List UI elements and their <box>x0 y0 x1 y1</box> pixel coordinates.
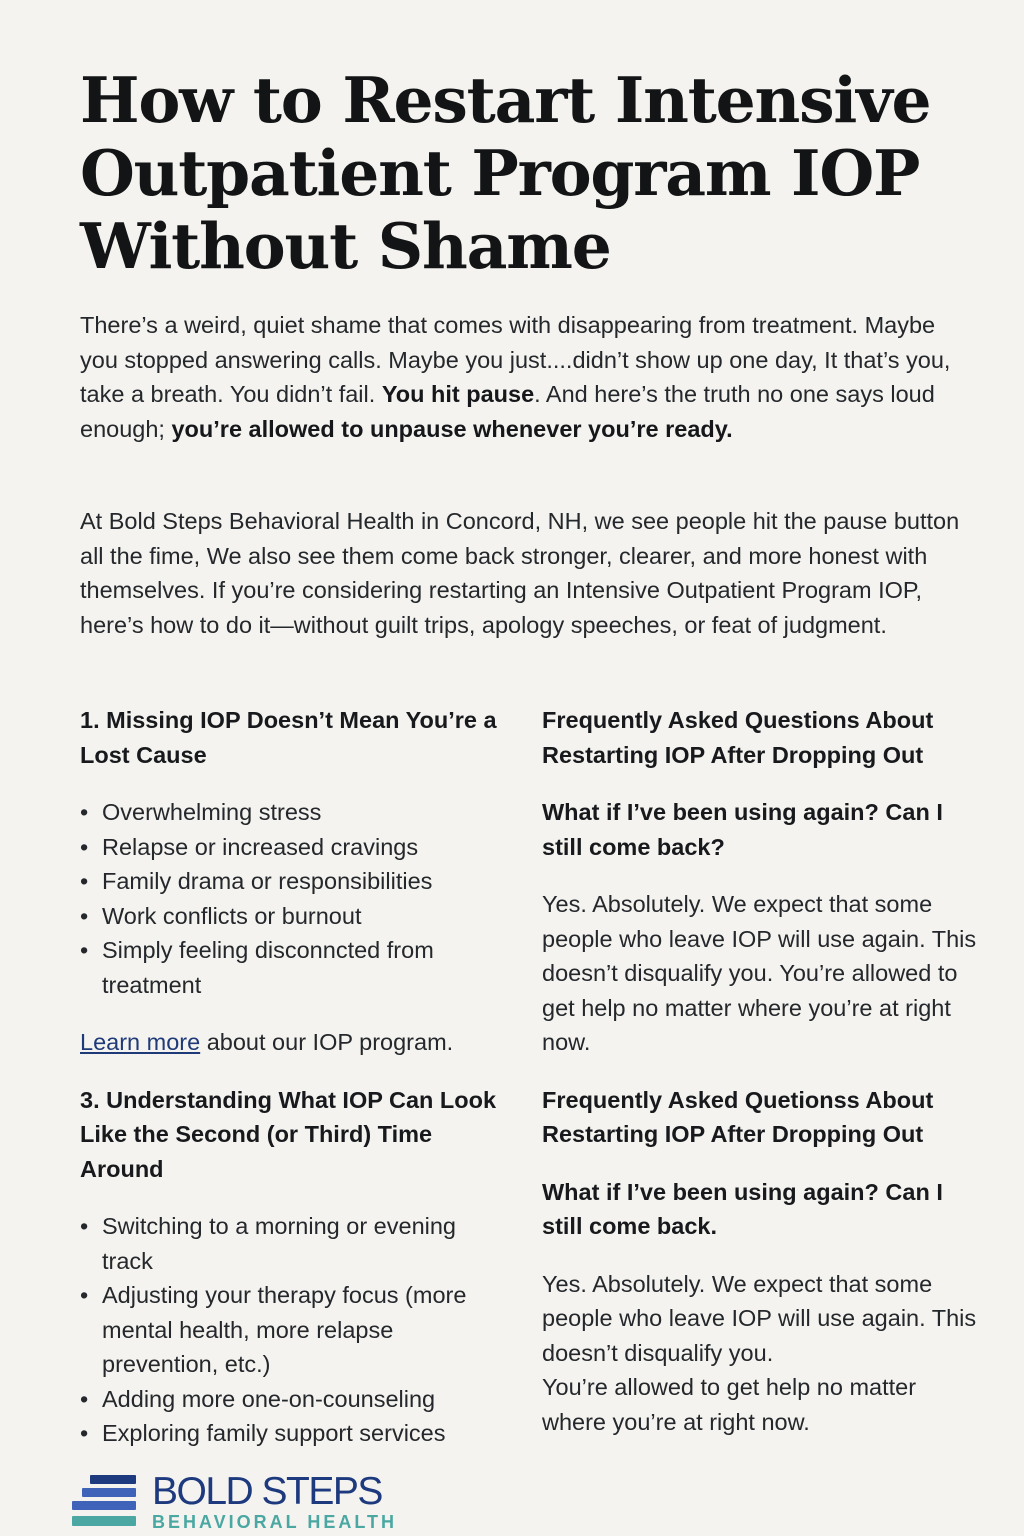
intro-bold-pause: You hit pause <box>381 381 535 407</box>
section-3-list <box>80 1209 510 1451</box>
logo-bar-top <box>90 1475 136 1484</box>
left-column <box>80 703 510 1451</box>
learn-more-text: about our IOP program. <box>200 1029 454 1055</box>
faq-2-answer-line-1: Yes. Absolutely. We expect that some people who leave IOP will use again. This doesn’t disqualify you. <box>542 1270 977 1366</box>
learn-more-line <box>80 1025 510 1060</box>
intro-paragraph-2: At Bold Steps Behavioral Health in Concord, NH, we see people hit the pause button all the fime, We also see them come back stronger, clearer, and more honest with themselves. If you’re considering restarting an Intensive Outpatient Program IOP, here’s how to do it—without guilt trips, apology speeches, or feat of judgment. <box>80 508 960 638</box>
right-column <box>542 703 982 1439</box>
logo-bar-base <box>72 1516 136 1526</box>
intro-paragraph-1 <box>80 308 960 446</box>
bold-steps-logo <box>72 1470 432 1532</box>
list-item: • Work conflicts or burnout <box>80 899 510 934</box>
faq-1-question: What if I’ve been using again? Can I still come back? <box>542 799 943 860</box>
faq-1-heading: Frequently Asked Questions About Restarting IOP After Dropping Out <box>542 707 934 768</box>
intro-text-2: . And here’s the truth no one says loud enough; <box>80 381 935 442</box>
learn-more-link[interactable]: Learn more <box>80 1029 201 1055</box>
intro-text-1: There’s a weird, quiet shame that comes with disappearing from treatment. Maybe you stopped answering calls. Maybe you just....didn’t show up one day, It that’s you, take a breath. You didn’t fail. <box>80 312 951 407</box>
intro-bold-unpause: you’re allowed to unpause whenever you’re ready. <box>171 415 733 442</box>
list-item: • Simply feeling disconncted from treatment <box>80 933 510 1002</box>
list-item: • Adjusting your therapy focus (more mental health, more relapse prevention, etc.) <box>80 1278 510 1382</box>
list-item: • Relapse or increased cravings <box>80 830 510 865</box>
article-title: How to Restart Intensive Outpatient Program IOP Without Shame <box>80 63 931 283</box>
logo-bar-middle <box>82 1488 136 1497</box>
logo-bar-bottom <box>72 1501 136 1510</box>
list-item: • Overwhelming stress <box>80 795 510 830</box>
section-3-heading: 3. Understanding What IOP Can Look Like the Second (or Third) Time Around <box>80 1086 497 1182</box>
list-item: • Exploring family support services <box>80 1416 510 1451</box>
section-1-heading: 1. Missing IOP Doesn’t Mean You’re a Lost Cause <box>80 707 497 768</box>
list-item: • Adding more one-on-counseling <box>80 1382 510 1417</box>
logo-tagline: BEHAVIORAL HEALTH <box>152 1512 398 1532</box>
faq-2-question: What if I’ve been using again? Can I still come back. <box>542 1178 943 1239</box>
faq-1-answer: Yes. Absolutely. We expect that some people who leave IOP will use again. This doesn’t disqualify you. You’re allowed to get help no matter where you’re at right now. <box>542 891 977 1055</box>
logo-wordmark: BOLD STEPS <box>152 1470 382 1513</box>
list-item: • Family drama or responsibilities <box>80 864 510 899</box>
faq-2-heading: Frequently Asked Quetionss About Restarting IOP After Dropping Out <box>542 1086 934 1147</box>
logo-steps-icon <box>72 1470 136 1532</box>
list-item: • Switching to a morning or evening track <box>80 1209 510 1278</box>
faq-2-answer-line-2: You’re allowed to get help no matter where you’re at right now. <box>542 1374 917 1435</box>
section-1-list <box>80 795 510 1002</box>
